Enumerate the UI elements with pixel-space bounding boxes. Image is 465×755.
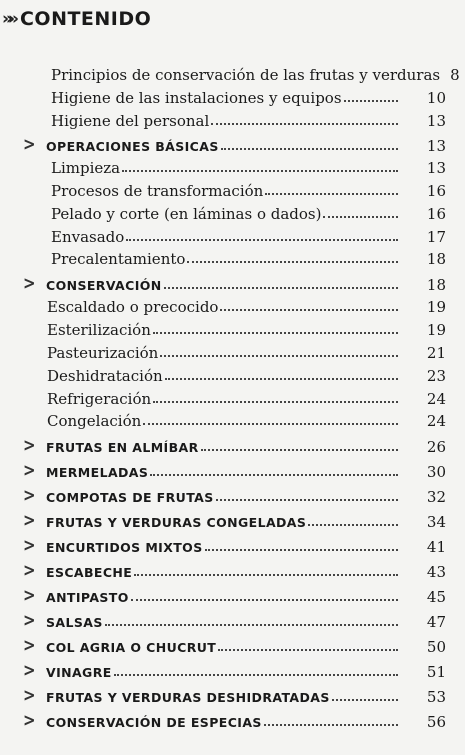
toc-section-entry bbox=[0, 584, 465, 606]
toc-page-number: 10 bbox=[426, 89, 446, 107]
toc-entry-label: Deshidratación bbox=[47, 367, 163, 385]
toc-entry-label: FRUTAS EN ALMÍBAR bbox=[46, 440, 199, 455]
dot-leader bbox=[153, 401, 398, 403]
dot-leader bbox=[308, 524, 398, 526]
dot-leader bbox=[216, 499, 398, 501]
dot-leader bbox=[165, 378, 398, 380]
toc-section-entry bbox=[0, 709, 465, 731]
chevron-right-icon: > bbox=[23, 684, 36, 706]
toc-entry-line bbox=[47, 412, 465, 430]
chevron-right-icon: > bbox=[23, 459, 36, 481]
toc-entry-line bbox=[47, 298, 465, 316]
toc-entry-line bbox=[46, 137, 465, 155]
toc-subentry bbox=[0, 408, 465, 430]
toc-entry-label: CONSERVACIÓN DE ESPECIAS bbox=[46, 715, 262, 730]
toc-entry-label: Refrigeración bbox=[47, 390, 152, 408]
dot-leader bbox=[131, 599, 398, 601]
toc-entry-label: CONSERVACIÓN bbox=[46, 278, 162, 293]
toc-page-number: 13 bbox=[426, 112, 446, 130]
toc-entry-line bbox=[47, 367, 465, 385]
dot-leader bbox=[220, 309, 398, 311]
toc-entry-label: ESCABECHE bbox=[46, 565, 133, 580]
dot-leader bbox=[187, 261, 398, 263]
toc-subentry bbox=[0, 155, 465, 177]
chevrons-icon: »» bbox=[2, 9, 14, 29]
toc-section-entry bbox=[0, 459, 465, 481]
toc-section-entry bbox=[0, 484, 465, 506]
dot-leader bbox=[265, 193, 398, 195]
dot-leader bbox=[211, 123, 398, 125]
toc-entry-line bbox=[51, 250, 465, 268]
toc-page-number: 51 bbox=[426, 663, 446, 681]
toc-page-number: 24 bbox=[426, 412, 446, 430]
chevron-right-icon: > bbox=[23, 709, 36, 731]
toc-page-number: 19 bbox=[426, 298, 446, 316]
toc-entry-line bbox=[51, 205, 465, 223]
toc-entry-label: FRUTAS Y VERDURAS CONGELADAS bbox=[46, 515, 307, 530]
toc-entry-line bbox=[46, 688, 465, 706]
toc-page-number: 34 bbox=[426, 513, 446, 531]
dot-leader bbox=[164, 287, 398, 289]
dot-leader bbox=[122, 170, 398, 172]
toc-entry-line bbox=[46, 538, 465, 556]
toc-section-entry bbox=[0, 534, 465, 556]
toc-entry-label: OPERACIONES BÁSICAS bbox=[46, 139, 219, 154]
toc-entry-line bbox=[47, 321, 465, 339]
toc-entry-label: Escaldado o precocido bbox=[47, 298, 219, 316]
toc-subentry bbox=[0, 62, 465, 84]
dot-leader bbox=[150, 474, 398, 476]
toc-page-number: 26 bbox=[426, 438, 446, 456]
toc-section-entry bbox=[0, 609, 465, 631]
chevron-right-icon: > bbox=[23, 609, 36, 631]
toc-page-number: 19 bbox=[426, 321, 446, 339]
toc-page-number: 17 bbox=[426, 228, 446, 246]
toc-section-entry bbox=[0, 659, 465, 681]
toc-subentry bbox=[0, 108, 465, 130]
toc-entry-label: COL AGRIA O CHUCRUT bbox=[46, 640, 217, 655]
toc-header bbox=[2, 8, 151, 30]
chevron-right-icon: > bbox=[23, 559, 36, 581]
toc-entry-line bbox=[46, 613, 465, 631]
dot-leader bbox=[205, 549, 398, 551]
toc-entry-label: SALSAS bbox=[46, 615, 103, 630]
chevron-right-icon: > bbox=[23, 509, 36, 531]
toc-section-entry bbox=[0, 133, 465, 155]
dot-leader bbox=[221, 148, 398, 150]
toc-entry-line bbox=[46, 488, 465, 506]
page-title: CONTENIDO bbox=[19, 8, 152, 30]
dot-leader bbox=[218, 649, 398, 651]
chevron-right-icon: > bbox=[23, 484, 36, 506]
dot-leader bbox=[201, 449, 398, 451]
toc-entry-line bbox=[51, 66, 465, 84]
toc-entry-label: VINAGRE bbox=[46, 665, 112, 680]
toc-subentry bbox=[0, 386, 465, 408]
toc-page-number: 21 bbox=[426, 344, 446, 362]
toc-entry-line bbox=[46, 638, 465, 656]
toc-page-number: 32 bbox=[426, 488, 446, 506]
toc-entry-line bbox=[47, 390, 465, 408]
toc-page-number: 45 bbox=[426, 588, 446, 606]
toc-entry-label: Pasteurización bbox=[47, 344, 159, 362]
toc-entry-label: Precalentamiento bbox=[51, 250, 186, 268]
toc-subentry bbox=[0, 201, 465, 223]
toc-subentry bbox=[0, 224, 465, 246]
toc-entry-line bbox=[51, 159, 465, 177]
toc-page-number: 16 bbox=[426, 182, 446, 200]
toc-section-entry bbox=[0, 634, 465, 656]
toc-entry-label: MERMELADAS bbox=[46, 465, 149, 480]
toc-entry-label: Higiene de las instalaciones y equipos bbox=[51, 89, 342, 107]
toc-page-number: 13 bbox=[426, 137, 446, 155]
toc-page-number: 13 bbox=[426, 159, 446, 177]
toc-entry-label: FRUTAS Y VERDURAS DESHIDRATADAS bbox=[46, 690, 330, 705]
toc-subentry bbox=[0, 317, 465, 339]
toc-page-number: 56 bbox=[426, 713, 446, 731]
toc-page-number: 18 bbox=[426, 250, 446, 268]
chevron-right-icon: > bbox=[23, 634, 36, 656]
toc-page-number: 47 bbox=[426, 613, 446, 631]
chevron-right-icon: > bbox=[23, 659, 36, 681]
toc-subentry bbox=[0, 363, 465, 385]
chevron-right-icon: > bbox=[23, 272, 36, 294]
toc-page-number: 16 bbox=[426, 205, 446, 223]
toc-entry-label: COMPOTAS DE FRUTAS bbox=[46, 490, 214, 505]
dot-leader bbox=[134, 574, 398, 576]
dot-leader bbox=[160, 355, 398, 357]
dot-leader bbox=[105, 624, 398, 626]
dot-leader bbox=[323, 216, 398, 218]
toc-subentry bbox=[0, 246, 465, 268]
toc-page-number: 50 bbox=[426, 638, 446, 656]
toc-entry-label: Esterilización bbox=[47, 321, 151, 339]
chevron-right-icon: > bbox=[23, 584, 36, 606]
toc-entry-label: Pelado y corte (en láminas o dados) bbox=[51, 205, 322, 223]
toc-entry-label: Procesos de transformación bbox=[51, 182, 264, 200]
toc-subentry bbox=[0, 178, 465, 200]
dot-leader bbox=[143, 423, 398, 425]
toc-entry-line bbox=[51, 89, 465, 107]
toc-page-number: 24 bbox=[426, 390, 446, 408]
toc-entry-line bbox=[46, 588, 465, 606]
toc-entry-line bbox=[46, 438, 465, 456]
chevron-right-icon: > bbox=[23, 434, 36, 456]
chevron-right-icon: > bbox=[23, 534, 36, 556]
dot-leader bbox=[332, 699, 398, 701]
toc-page-number: 53 bbox=[426, 688, 446, 706]
toc-entry-line bbox=[47, 344, 465, 362]
toc-section-entry bbox=[0, 684, 465, 706]
toc-section-entry bbox=[0, 272, 465, 294]
toc-page-number: 43 bbox=[426, 563, 446, 581]
toc-page-number: 23 bbox=[426, 367, 446, 385]
toc-entry-line bbox=[46, 563, 465, 581]
dot-leader bbox=[264, 724, 398, 726]
dot-leader bbox=[153, 332, 398, 334]
toc-entry-label: Limpieza bbox=[51, 159, 121, 177]
chevron-right-icon: > bbox=[23, 133, 36, 155]
toc-page-number: 30 bbox=[426, 463, 446, 481]
toc-section-entry bbox=[0, 434, 465, 456]
toc-entry-line bbox=[51, 228, 465, 246]
toc-entry-line bbox=[51, 112, 465, 130]
toc-page-number: 18 bbox=[426, 276, 446, 294]
toc-subentry bbox=[0, 294, 465, 316]
dot-leader bbox=[114, 674, 398, 676]
toc-page-number: 8 bbox=[450, 66, 460, 84]
toc-entry-label: Principios de conservación de las frutas y verduras bbox=[51, 66, 441, 84]
dot-leader bbox=[344, 100, 398, 102]
toc-entry-label: Higiene del personal bbox=[51, 112, 210, 130]
toc-entry-line bbox=[46, 663, 465, 681]
toc-entry-line bbox=[46, 513, 465, 531]
toc-section-entry bbox=[0, 509, 465, 531]
toc-entry-line bbox=[46, 713, 465, 731]
toc-entry-line bbox=[51, 182, 465, 200]
toc-page-number: 41 bbox=[426, 538, 446, 556]
toc-entry-label: Envasado bbox=[51, 228, 125, 246]
dot-leader bbox=[126, 239, 398, 241]
toc-entry-label: Congelación bbox=[47, 412, 142, 430]
toc-entry-label: ANTIPASTO bbox=[46, 590, 129, 605]
toc-subentry bbox=[0, 340, 465, 362]
toc-entry-label: ENCURTIDOS MIXTOS bbox=[46, 540, 203, 555]
toc-subentry bbox=[0, 85, 465, 107]
toc-entry-line bbox=[46, 276, 465, 294]
toc-entry-line bbox=[46, 463, 465, 481]
toc-section-entry bbox=[0, 559, 465, 581]
